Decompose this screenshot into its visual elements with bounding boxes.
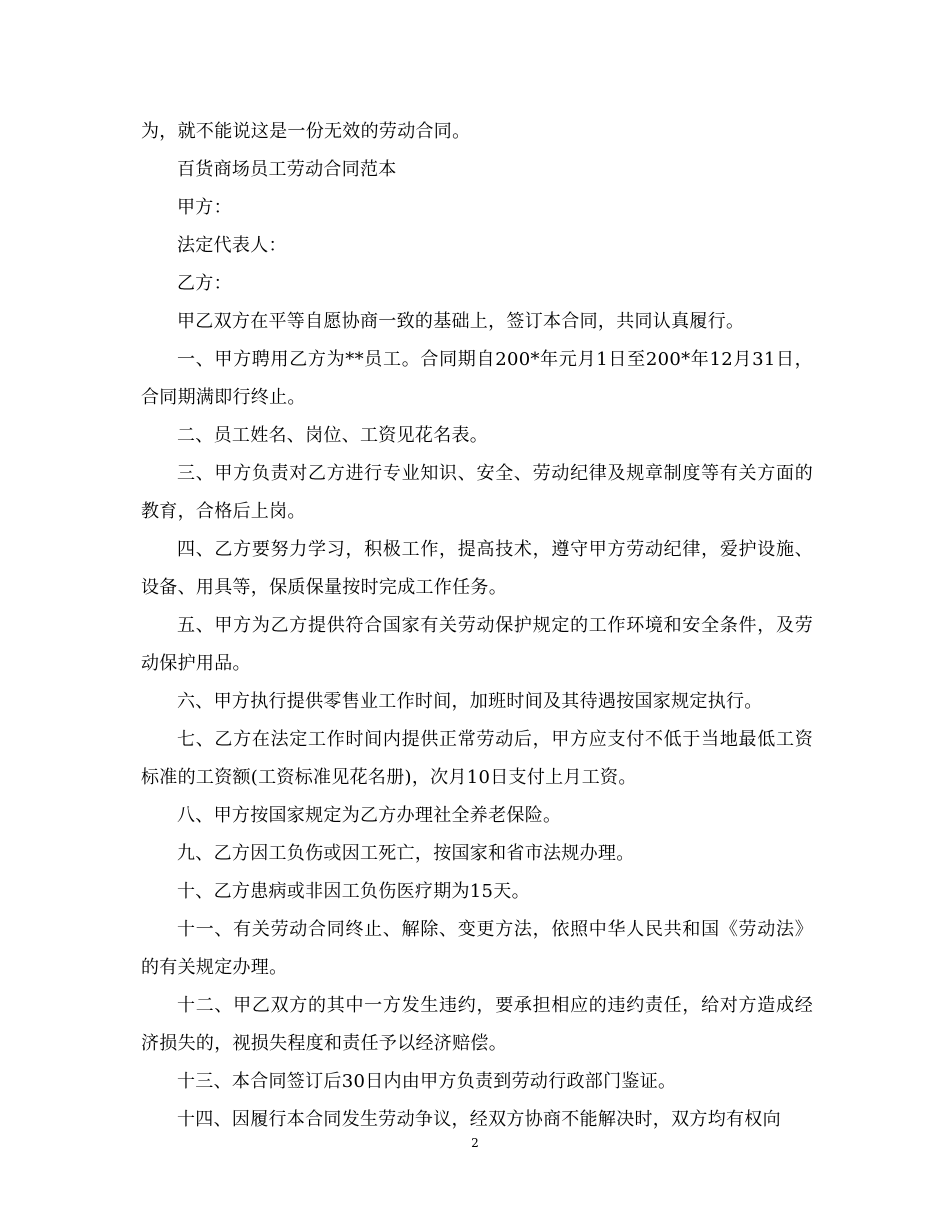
clause-10: 十、乙方患病或非因工负伤医疗期为15天。: [177, 881, 530, 902]
party-a-field: 甲方：: [177, 197, 232, 218]
clause-13: 十三、本合同签订后30日内由甲方负责到劳动行政部门鉴证。: [177, 1071, 677, 1092]
legal-representative-field: 法定代表人：: [177, 235, 287, 256]
clause-14: 十四、因履行本合同发生劳动争议，经双方协商不能解决时，双方均有权向: [177, 1109, 781, 1130]
clause-2: 二、员工姓名、岗位、工资见花名表。: [177, 425, 489, 446]
clause-7: 七、乙方在法定工作时间内提供正常劳动后，甲方应支付不低于当地最低工资标准的工资额(工资标准见花名册)，次月10日支付上月工资。: [141, 729, 813, 788]
clause-1: 一、甲方聘用乙方为**员工。合同期自200*年元月1日至200*年12月31日，合同期满即行终止。: [141, 349, 813, 408]
clause-6: 六、甲方执行提供零售业工作时间，加班时间及其待遇按国家规定执行。: [177, 691, 763, 712]
clause-4: 四、乙方要努力学习，积极工作，提高技术，遵守甲方劳动纪律，爱护设施、设备、用具等，保质保量按时完成工作任务。: [141, 539, 813, 598]
clause-5: 五、甲方为乙方提供符合国家有关劳动保护规定的工作环境和安全条件，及劳动保护用品。: [141, 615, 813, 674]
party-b-field: 乙方：: [177, 273, 232, 294]
document-body: [141, 113, 813, 1139]
page-number: 2: [471, 1136, 479, 1150]
clause-12: 十二、甲乙双方的其中一方发生违约，要承担相应的违约责任，给对方造成经济损失的，视损失程度和责任予以经济赔偿。: [141, 995, 813, 1054]
paragraph: 甲乙双方在平等自愿协商一致的基础上，签订本合同，共同认真履行。: [177, 311, 745, 332]
paragraph: 为，就不能说这是一份无效的劳动合同。: [141, 121, 471, 142]
clause-9: 九、乙方因工负伤或因工死亡，按国家和省市法规办理。: [177, 843, 635, 864]
clause-11: 十一、有关劳动合同终止、解除、变更方法，依照中华人民共和国《劳动法》的有关规定办理。: [141, 919, 813, 978]
document-title: 百货商场员工劳动合同范本: [177, 159, 397, 180]
clause-8: 八、甲方按国家规定为乙方办理社全养老保险。: [177, 805, 562, 826]
clause-3: 三、甲方负责对乙方进行专业知识、安全、劳动纪律及规章制度等有关方面的教育，合格后上岗。: [141, 463, 813, 522]
